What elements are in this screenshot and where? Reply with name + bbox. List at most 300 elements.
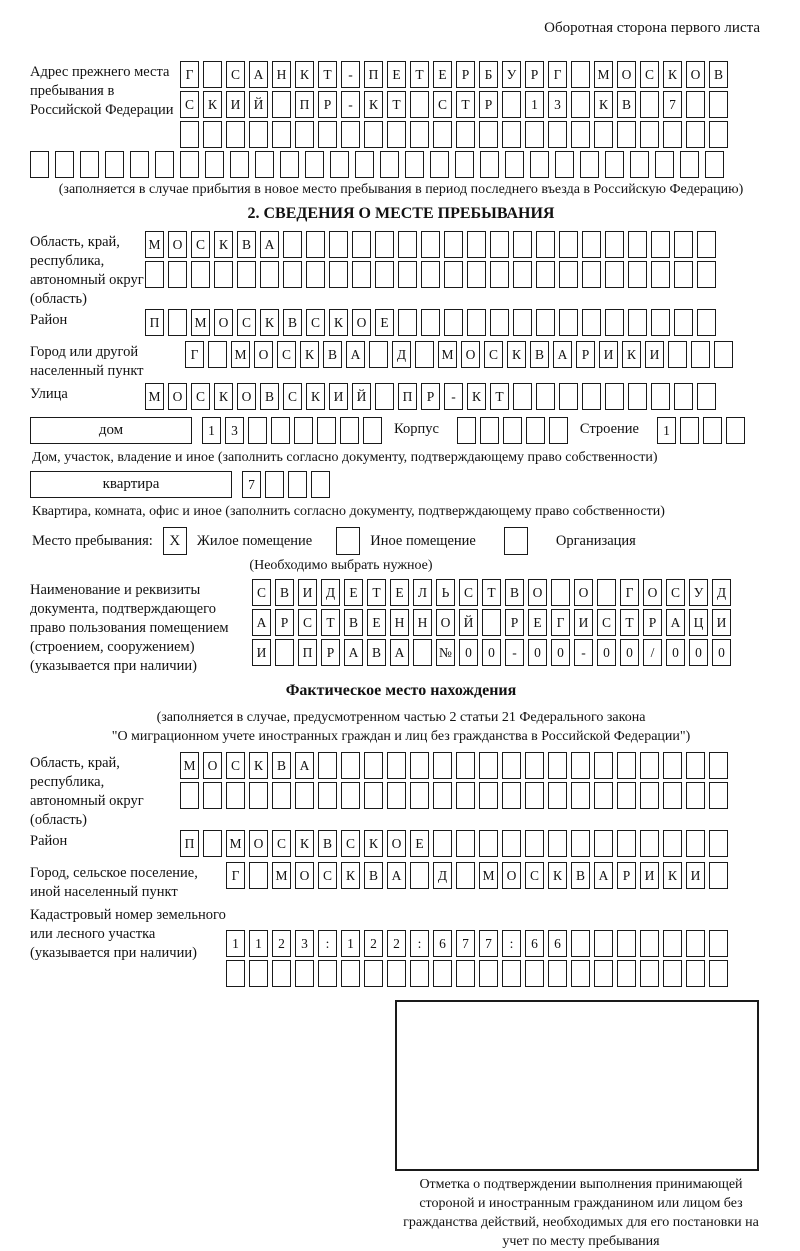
char-box[interactable]: 6 [525, 930, 544, 957]
char-box[interactable] [651, 231, 670, 258]
char-box[interactable]: И [640, 862, 659, 889]
char-box[interactable] [456, 960, 475, 987]
char-box[interactable] [548, 830, 567, 857]
char-box[interactable] [480, 417, 499, 444]
char-box[interactable]: М [479, 862, 498, 889]
char-box[interactable]: К [214, 231, 233, 258]
char-box[interactable]: Т [410, 61, 429, 88]
char-box[interactable] [709, 830, 728, 857]
char-box[interactable] [341, 121, 360, 148]
char-box[interactable] [505, 151, 524, 178]
char-box[interactable] [456, 752, 475, 779]
char-box[interactable]: И [226, 91, 245, 118]
char-box[interactable] [249, 960, 268, 987]
char-box[interactable]: М [145, 383, 164, 410]
char-box[interactable] [640, 121, 659, 148]
char-box[interactable] [714, 341, 733, 368]
char-box[interactable]: С [272, 830, 291, 857]
char-box[interactable]: И [329, 383, 348, 410]
char-box[interactable]: Б [479, 61, 498, 88]
char-box[interactable] [663, 960, 682, 987]
char-box[interactable] [380, 151, 399, 178]
char-box[interactable] [513, 309, 532, 336]
char-box[interactable] [410, 121, 429, 148]
char-box[interactable]: Р [643, 609, 662, 636]
char-box[interactable] [80, 151, 99, 178]
char-box[interactable] [105, 151, 124, 178]
char-box[interactable] [421, 231, 440, 258]
char-box[interactable]: Г [180, 61, 199, 88]
char-box[interactable] [674, 261, 693, 288]
char-box[interactable] [214, 261, 233, 288]
char-box[interactable]: К [249, 752, 268, 779]
char-box[interactable]: М [226, 830, 245, 857]
char-box[interactable]: 1 [202, 417, 221, 444]
char-box[interactable]: 1 [249, 930, 268, 957]
char-box[interactable] [651, 261, 670, 288]
char-box[interactable] [249, 121, 268, 148]
char-box[interactable] [663, 782, 682, 809]
char-box[interactable]: С [341, 830, 360, 857]
char-box[interactable] [525, 782, 544, 809]
char-box[interactable] [663, 121, 682, 148]
char-box[interactable]: К [260, 309, 279, 336]
char-box[interactable] [456, 782, 475, 809]
char-box[interactable] [413, 639, 432, 666]
char-box[interactable] [674, 309, 693, 336]
char-box[interactable] [369, 341, 388, 368]
char-box[interactable] [479, 782, 498, 809]
char-box[interactable]: 1 [657, 417, 676, 444]
char-box[interactable] [525, 830, 544, 857]
char-box[interactable]: О [643, 579, 662, 606]
char-box[interactable]: О [249, 830, 268, 857]
char-box[interactable] [640, 752, 659, 779]
char-box[interactable] [674, 231, 693, 258]
char-box[interactable] [329, 231, 348, 258]
char-box[interactable] [410, 960, 429, 987]
char-box[interactable] [571, 121, 590, 148]
char-box[interactable] [697, 383, 716, 410]
char-box[interactable]: К [341, 862, 360, 889]
char-box[interactable]: О [214, 309, 233, 336]
char-box[interactable] [208, 341, 227, 368]
char-box[interactable] [421, 309, 440, 336]
char-box[interactable] [548, 782, 567, 809]
char-box[interactable] [580, 151, 599, 178]
char-box[interactable]: Г [226, 862, 245, 889]
char-box[interactable] [705, 151, 724, 178]
char-box[interactable]: 0 [482, 639, 501, 666]
char-box[interactable] [398, 231, 417, 258]
char-box[interactable]: К [364, 91, 383, 118]
char-box[interactable] [288, 471, 307, 498]
char-box[interactable]: И [599, 341, 618, 368]
char-box[interactable]: М [145, 231, 164, 258]
char-box[interactable]: И [645, 341, 664, 368]
char-box[interactable] [168, 309, 187, 336]
char-box[interactable] [617, 930, 636, 957]
char-box[interactable]: Д [712, 579, 731, 606]
char-box[interactable] [433, 782, 452, 809]
char-box[interactable] [387, 782, 406, 809]
char-box[interactable] [387, 960, 406, 987]
char-box[interactable] [387, 752, 406, 779]
char-box[interactable] [355, 151, 374, 178]
char-box[interactable] [318, 782, 337, 809]
char-box[interactable]: Н [413, 609, 432, 636]
char-box[interactable]: 2 [387, 930, 406, 957]
char-box[interactable] [433, 752, 452, 779]
char-box[interactable] [686, 960, 705, 987]
char-box[interactable] [305, 151, 324, 178]
char-box[interactable] [363, 417, 382, 444]
char-box[interactable] [410, 752, 429, 779]
char-box[interactable]: С [191, 383, 210, 410]
char-box[interactable] [317, 417, 336, 444]
char-box[interactable] [364, 121, 383, 148]
char-box[interactable]: С [666, 579, 685, 606]
char-box[interactable] [663, 752, 682, 779]
char-box[interactable] [663, 930, 682, 957]
char-box[interactable]: Т [490, 383, 509, 410]
char-box[interactable]: В [323, 341, 342, 368]
char-box[interactable]: И [252, 639, 271, 666]
char-box[interactable] [295, 782, 314, 809]
char-box[interactable] [203, 782, 222, 809]
char-box[interactable] [513, 231, 532, 258]
char-box[interactable] [686, 930, 705, 957]
char-box[interactable] [703, 417, 722, 444]
char-box[interactable] [617, 960, 636, 987]
char-box[interactable]: Е [390, 579, 409, 606]
char-box[interactable]: И [686, 862, 705, 889]
char-box[interactable]: К [663, 862, 682, 889]
char-box[interactable] [513, 383, 532, 410]
char-box[interactable] [686, 91, 705, 118]
char-box[interactable] [628, 261, 647, 288]
char-box[interactable] [655, 151, 674, 178]
char-box[interactable]: В [237, 231, 256, 258]
char-box[interactable]: Й [352, 383, 371, 410]
char-box[interactable] [145, 261, 164, 288]
char-box[interactable]: О [295, 862, 314, 889]
char-box[interactable]: 1 [226, 930, 245, 957]
char-box[interactable]: Е [528, 609, 547, 636]
char-box[interactable] [180, 121, 199, 148]
char-box[interactable] [467, 309, 486, 336]
char-box[interactable]: 0 [689, 639, 708, 666]
char-box[interactable] [191, 261, 210, 288]
char-box[interactable]: В [709, 61, 728, 88]
char-box[interactable] [364, 782, 383, 809]
char-box[interactable]: Й [249, 91, 268, 118]
char-box[interactable] [582, 231, 601, 258]
char-box[interactable] [272, 91, 291, 118]
char-box[interactable] [594, 782, 613, 809]
char-box[interactable] [555, 151, 574, 178]
char-box[interactable]: И [298, 579, 317, 606]
char-box[interactable]: 7 [479, 930, 498, 957]
char-box[interactable] [318, 121, 337, 148]
char-box[interactable] [352, 231, 371, 258]
char-box[interactable] [480, 151, 499, 178]
char-box[interactable]: Д [433, 862, 452, 889]
char-box[interactable] [605, 383, 624, 410]
char-box[interactable] [433, 830, 452, 857]
char-box[interactable]: Т [321, 609, 340, 636]
char-box[interactable]: С [191, 231, 210, 258]
char-box[interactable]: М [231, 341, 250, 368]
char-box[interactable] [640, 960, 659, 987]
char-box[interactable]: А [387, 862, 406, 889]
char-box[interactable] [271, 417, 290, 444]
char-box[interactable]: 7 [663, 91, 682, 118]
char-box[interactable]: П [180, 830, 199, 857]
char-box[interactable] [668, 341, 687, 368]
char-box[interactable]: : [502, 930, 521, 957]
char-box[interactable] [571, 61, 590, 88]
char-box[interactable]: О [502, 862, 521, 889]
char-box[interactable] [617, 830, 636, 857]
char-box[interactable]: И [574, 609, 593, 636]
char-box[interactable]: Г [185, 341, 204, 368]
char-box[interactable] [582, 309, 601, 336]
char-box[interactable] [549, 417, 568, 444]
char-box[interactable] [709, 782, 728, 809]
char-box[interactable] [571, 782, 590, 809]
char-box[interactable] [272, 121, 291, 148]
char-box[interactable] [582, 261, 601, 288]
char-box[interactable]: С [525, 862, 544, 889]
char-box[interactable] [455, 151, 474, 178]
char-box[interactable]: Т [367, 579, 386, 606]
org-checkbox[interactable] [504, 527, 528, 555]
char-box[interactable] [398, 261, 417, 288]
char-box[interactable] [571, 752, 590, 779]
char-box[interactable] [479, 960, 498, 987]
char-box[interactable]: Т [456, 91, 475, 118]
char-box[interactable]: 3 [548, 91, 567, 118]
char-box[interactable] [697, 309, 716, 336]
char-box[interactable]: 2 [364, 930, 383, 957]
char-box[interactable]: 0 [597, 639, 616, 666]
char-box[interactable]: 1 [341, 930, 360, 957]
char-box[interactable] [490, 231, 509, 258]
char-box[interactable]: Т [318, 61, 337, 88]
char-box[interactable] [283, 261, 302, 288]
char-box[interactable]: Е [433, 61, 452, 88]
char-box[interactable]: К [594, 91, 613, 118]
char-box[interactable] [594, 960, 613, 987]
char-box[interactable] [410, 91, 429, 118]
char-box[interactable]: 2 [272, 930, 291, 957]
char-box[interactable] [686, 782, 705, 809]
char-box[interactable] [467, 261, 486, 288]
char-box[interactable] [530, 151, 549, 178]
char-box[interactable]: Р [505, 609, 524, 636]
char-box[interactable]: Г [620, 579, 639, 606]
char-box[interactable] [226, 960, 245, 987]
char-box[interactable] [594, 830, 613, 857]
char-box[interactable] [203, 830, 222, 857]
char-box[interactable]: 0 [459, 639, 478, 666]
char-box[interactable] [640, 830, 659, 857]
char-box[interactable]: В [318, 830, 337, 857]
char-box[interactable] [482, 609, 501, 636]
char-box[interactable]: 0 [712, 639, 731, 666]
char-box[interactable] [311, 471, 330, 498]
char-box[interactable]: В [367, 639, 386, 666]
char-box[interactable] [502, 782, 521, 809]
char-box[interactable] [617, 782, 636, 809]
char-box[interactable]: - [341, 61, 360, 88]
char-box[interactable] [559, 261, 578, 288]
char-box[interactable] [525, 960, 544, 987]
char-box[interactable]: С [318, 862, 337, 889]
char-box[interactable] [130, 151, 149, 178]
char-box[interactable]: Н [390, 609, 409, 636]
char-box[interactable]: - [444, 383, 463, 410]
char-box[interactable] [295, 960, 314, 987]
char-box[interactable]: С [459, 579, 478, 606]
char-box[interactable] [605, 151, 624, 178]
char-box[interactable]: - [341, 91, 360, 118]
char-box[interactable] [255, 151, 274, 178]
char-box[interactable] [651, 309, 670, 336]
char-box[interactable] [180, 782, 199, 809]
char-box[interactable]: А [249, 61, 268, 88]
char-box[interactable] [467, 231, 486, 258]
char-box[interactable] [203, 61, 222, 88]
char-box[interactable] [697, 231, 716, 258]
char-box[interactable] [605, 231, 624, 258]
char-box[interactable]: О [237, 383, 256, 410]
char-box[interactable]: / [643, 639, 662, 666]
char-box[interactable] [341, 782, 360, 809]
char-box[interactable] [686, 830, 705, 857]
char-box[interactable]: 3 [295, 930, 314, 957]
char-box[interactable]: А [252, 609, 271, 636]
char-box[interactable]: О [168, 231, 187, 258]
char-box[interactable] [571, 960, 590, 987]
char-box[interactable] [691, 341, 710, 368]
char-box[interactable]: : [318, 930, 337, 957]
char-box[interactable] [203, 121, 222, 148]
char-box[interactable] [597, 579, 616, 606]
char-box[interactable]: В [275, 579, 294, 606]
char-box[interactable]: А [666, 609, 685, 636]
char-box[interactable]: К [300, 341, 319, 368]
char-box[interactable]: П [364, 61, 383, 88]
char-box[interactable]: Д [392, 341, 411, 368]
char-box[interactable]: С [306, 309, 325, 336]
char-box[interactable]: Р [275, 609, 294, 636]
char-box[interactable] [502, 960, 521, 987]
char-box[interactable]: К [306, 383, 325, 410]
char-box[interactable] [249, 862, 268, 889]
char-box[interactable]: С [597, 609, 616, 636]
char-box[interactable]: 0 [620, 639, 639, 666]
char-box[interactable] [364, 752, 383, 779]
char-box[interactable] [605, 309, 624, 336]
char-box[interactable]: К [214, 383, 233, 410]
char-box[interactable] [55, 151, 74, 178]
char-box[interactable] [503, 417, 522, 444]
char-box[interactable] [329, 261, 348, 288]
char-box[interactable] [536, 261, 555, 288]
char-box[interactable] [502, 830, 521, 857]
char-box[interactable]: П [295, 91, 314, 118]
char-box[interactable]: О [387, 830, 406, 857]
char-box[interactable]: Р [421, 383, 440, 410]
char-box[interactable]: Н [272, 61, 291, 88]
char-box[interactable]: - [574, 639, 593, 666]
char-box[interactable] [526, 417, 545, 444]
char-box[interactable]: В [617, 91, 636, 118]
char-box[interactable] [640, 782, 659, 809]
char-box[interactable] [415, 341, 434, 368]
char-box[interactable]: Е [344, 579, 363, 606]
char-box[interactable] [674, 383, 693, 410]
zhiloe-checkbox[interactable]: X [163, 527, 187, 555]
char-box[interactable] [444, 309, 463, 336]
char-box[interactable] [559, 309, 578, 336]
char-box[interactable] [226, 121, 245, 148]
char-box[interactable] [548, 752, 567, 779]
char-box[interactable]: К [548, 862, 567, 889]
char-box[interactable]: Ь [436, 579, 455, 606]
char-box[interactable]: 6 [433, 930, 452, 957]
char-box[interactable] [726, 417, 745, 444]
char-box[interactable] [275, 639, 294, 666]
char-box[interactable]: К [507, 341, 526, 368]
char-box[interactable]: Г [548, 61, 567, 88]
char-box[interactable] [330, 151, 349, 178]
char-box[interactable]: А [344, 639, 363, 666]
char-box[interactable] [295, 121, 314, 148]
char-box[interactable]: К [467, 383, 486, 410]
char-box[interactable] [680, 151, 699, 178]
char-box[interactable]: Р [479, 91, 498, 118]
char-box[interactable] [387, 121, 406, 148]
char-box[interactable] [571, 91, 590, 118]
char-box[interactable] [375, 231, 394, 258]
char-box[interactable] [230, 151, 249, 178]
char-box[interactable] [630, 151, 649, 178]
char-box[interactable] [155, 151, 174, 178]
char-box[interactable] [709, 930, 728, 957]
char-box[interactable] [686, 121, 705, 148]
char-box[interactable] [502, 91, 521, 118]
char-box[interactable]: Е [410, 830, 429, 857]
char-box[interactable] [272, 782, 291, 809]
char-box[interactable] [479, 830, 498, 857]
char-box[interactable] [237, 261, 256, 288]
char-box[interactable]: М [272, 862, 291, 889]
char-box[interactable] [318, 960, 337, 987]
char-box[interactable]: С [433, 91, 452, 118]
char-box[interactable]: 0 [666, 639, 685, 666]
char-box[interactable] [628, 231, 647, 258]
char-box[interactable] [709, 91, 728, 118]
char-box[interactable] [663, 830, 682, 857]
char-box[interactable]: М [438, 341, 457, 368]
char-box[interactable] [559, 383, 578, 410]
char-box[interactable] [709, 960, 728, 987]
char-box[interactable]: 7 [456, 930, 475, 957]
char-box[interactable] [582, 383, 601, 410]
